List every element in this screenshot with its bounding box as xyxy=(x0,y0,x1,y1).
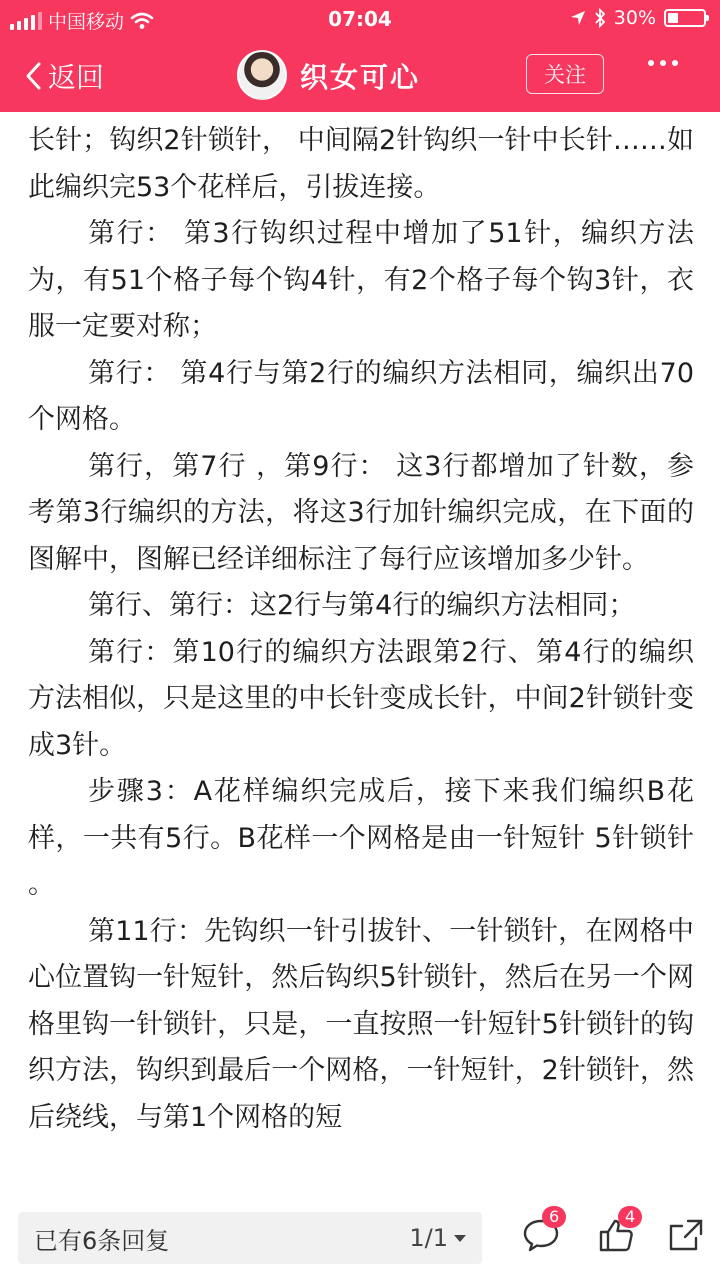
top-header xyxy=(0,0,720,112)
paragraph: 步骤3：A花样编织完成后，接下来我们编织B花样，一共有5行。B花样一个网格是由一针短针 5针锁针 。 xyxy=(28,776,694,900)
status-right xyxy=(570,7,706,29)
bluetooth-icon xyxy=(594,8,606,28)
paragraph: 第行、第行：这2行与第4行的编织方法相同； xyxy=(88,590,636,621)
comment-button[interactable] xyxy=(522,1207,560,1256)
page-selector[interactable] xyxy=(409,1224,466,1252)
ellipsis-icon[interactable] xyxy=(648,60,678,66)
paragraph: 第行：第10行的编织方法跟第2行、第4行的编织方法相似，只是这里的中长针变成长针，中间2针锁针变成3针。 xyxy=(28,636,694,761)
chevron-left-icon xyxy=(24,61,42,91)
comment-count-badge: 6 xyxy=(542,1206,566,1228)
paragraph: 第行： 第3行钩织过程中增加了51针，编织方法为，有51个格子每个钩4针，有2个格子每个钩3针，衣服一定要对称； xyxy=(28,218,694,342)
carrier-label: 中国移动 xyxy=(48,11,125,33)
navbar xyxy=(0,38,720,112)
paragraph: 第行： 第4行与第2行的编织方法相同，编织出70个网格。 xyxy=(28,357,694,435)
status-bar xyxy=(0,0,720,38)
reply-box[interactable] xyxy=(18,1212,482,1264)
page-title: 织女可心 xyxy=(300,61,421,94)
avatar[interactable] xyxy=(237,50,287,100)
share-button[interactable] xyxy=(668,1218,704,1256)
battery-icon xyxy=(664,9,706,27)
caret-down-icon xyxy=(454,1235,466,1242)
follow-button[interactable]: 关注 xyxy=(526,54,604,94)
pager-label: 1/1 xyxy=(409,1224,448,1252)
article-content xyxy=(28,118,694,1141)
location-icon xyxy=(570,10,586,26)
paragraph: 长针；钩织2针锁针， 中间隔2针钩织一针中长针……如此编织完53个花样后，引拔连接。 xyxy=(28,125,694,203)
paragraph: 第11行：先钩织一针引拔针、一针锁针，在网格中心位置钩一针短针，然后钩织5针锁针，然后在另一个网格里钩一针锁针，只是，一直按照一针短针5针锁针的钩织方法，钩织到最后一个网格，一针短针，2针锁针，然后绕线，与第1个网格的短 xyxy=(28,915,694,1133)
back-label: 返回 xyxy=(48,61,105,94)
battery-percent: 30% xyxy=(613,7,656,29)
like-button[interactable] xyxy=(598,1207,636,1256)
like-count-badge: 4 xyxy=(618,1206,642,1228)
bottom-bar xyxy=(0,1192,720,1280)
reply-count-text: 已有6条回复 xyxy=(34,1226,170,1255)
paragraph: 第行，第7行 ，第9行： 这3行都增加了针数，参考第3行编织的方法，将这3行加针编织完成，在下面的图解中，图解已经详细标注了每行应该增加多少针。 xyxy=(28,450,694,575)
share-icon xyxy=(668,1218,704,1252)
back-button[interactable] xyxy=(24,56,104,96)
status-time: 07:04 xyxy=(328,7,392,31)
